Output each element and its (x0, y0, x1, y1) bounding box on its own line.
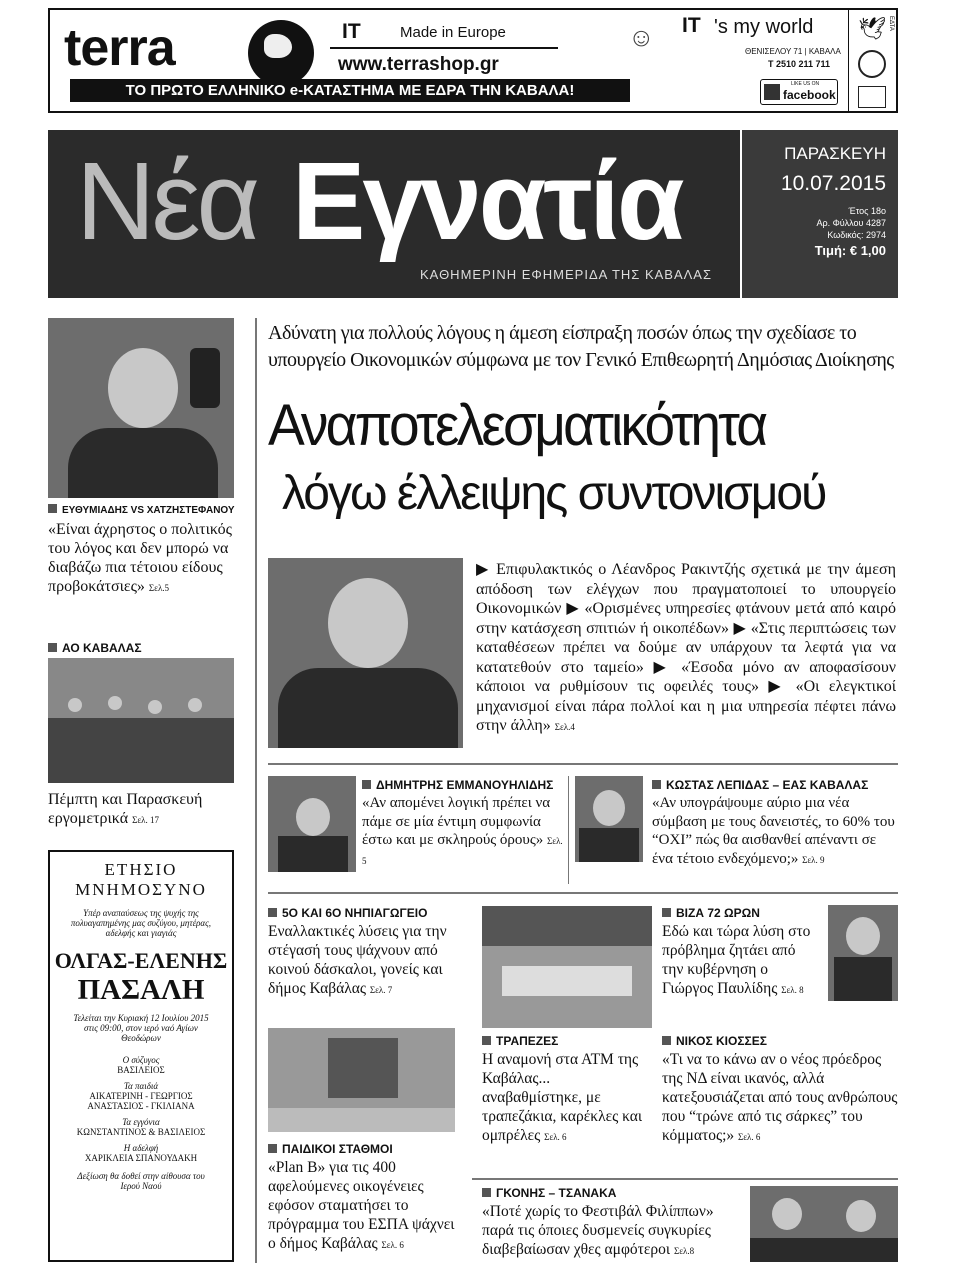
lead-point: «Οι ελεγκτικοί μηχανισμοί είναι πάρα πολλοί και η μια υπηρεσία πέφτει πάνω στην άλλη» (476, 678, 896, 734)
photo-atm-queue (482, 906, 652, 1028)
kicker-line-2: υπουργείο Οικονομικών σύμφωνα με τον Γενικό Επιθεωρητή Δημόσιας Διοίκησης (268, 349, 894, 371)
ad-phone: T 2510 211 711 (768, 59, 831, 69)
photo-emmanouilidis (268, 776, 356, 872)
lead-kicker (268, 320, 898, 374)
section-label: ΝΙΚΟΣ ΚΙΟΣΣΕΣ (662, 1034, 767, 1048)
memorial-intro: Υπέρ αναπαύσεως της ψυχής της πολυαγαπημένης μας συζύγου, μητέρας, αδελφής και γιαγιάς (70, 908, 212, 938)
bullet-icon: ▶ (733, 619, 747, 637)
photo-efthymiadis (48, 318, 234, 498)
it-label: IT (342, 20, 361, 43)
section-label: ΓΚΟΝΗΣ – ΤΣΑΝΑΚΑ (482, 1186, 616, 1200)
memorial-name-1: ΟΛΓΑΣ-ΕΛΕΝΗΣ (54, 948, 228, 973)
memorial-label: Η αδελφή (123, 1143, 159, 1153)
section-label: ΤΡΑΠΕΖΕΣ (482, 1034, 558, 1048)
it-label-2: IT (682, 14, 701, 37)
memorial-when: Τελείται την Κυριακή 12 Ιουλίου 2015 στις 09:00, στον ιερό ναό Αγίων Θεοδώρων (73, 1013, 209, 1043)
memorial-label: Ο σύζυγος (122, 1055, 160, 1065)
like-us: LIKE US ON (791, 81, 820, 87)
issue-number: Αρ. Φύλλου 4287 (816, 218, 886, 228)
its-my-world: 's my world (714, 16, 814, 38)
year-label: Έτος 18ο (848, 206, 886, 216)
bird-icon: 🕊 (858, 16, 886, 41)
bullet-icon: ▶ (768, 678, 787, 695)
story-text[interactable]: «Αν απομένει λογική πρέπει να πάμε σε μία έντιμη συμφωνία έστω και με σκληρούς όρους» Σελ. 5 (362, 795, 563, 866)
divider (268, 763, 898, 765)
divider (568, 776, 569, 884)
divider (330, 47, 558, 49)
divider (268, 892, 898, 894)
divider (472, 1178, 898, 1180)
section-label: ΒΙΖΑ 72 ΩΡΩΝ (662, 906, 760, 920)
section-label: ΚΩΣΤΑΣ ΛΕΠΙΔΑΣ – ΕΑΣ ΚΑΒΑΛΑΣ (652, 778, 868, 792)
story-text[interactable]: «Αν υπογράψουμε αύριο μια νέα σύμβαση με τους δανειστές, το 60% του “ΟΧΙ” πώς θα αισθανθεί απέναντι σε ένα τέτοιο ενδεχόμενο;» Σελ. 9 (652, 795, 895, 867)
epta-label: ΕΔΤΑ (888, 16, 894, 31)
lead-point: «Ορισμένες υπηρεσίες φτάνουν μετά από καιρό στην κατάσχεση σπιτιών ή οικοπέδων» (476, 600, 897, 637)
masthead-subtitle: ΚΑΘΗΜΕΡΙΝΗ ΕΦΗΜΕΡΙΔΑ ΤΗΣ ΚΑΒΑΛΑΣ (420, 267, 713, 282)
ad-address: ΘΕΝΙΣΕΛΟΥ 71 | ΚΑΒΑΛΑ (745, 47, 841, 56)
terrashop-url[interactable]: www.terrashop.gr (338, 54, 499, 75)
price-label: Τιμή: € 1,00 (814, 243, 886, 258)
photo-rakintzis (268, 558, 463, 748)
date-box (740, 130, 898, 298)
memorial-label: Τα εγγόνια (122, 1117, 160, 1127)
smiley-icon: ☺ (628, 22, 655, 52)
photo-kindergarten (268, 1028, 455, 1132)
memorial-family: ΑΝΑΣΤΑΣΙΟΣ - ΓΚΙΛΙΑΝΑ (87, 1101, 195, 1111)
kicker-line-1: Αδύνατη για πολλούς λόγους η άμεση είσπραξη ποσών όπως την σχεδίασε το (268, 322, 857, 344)
memorial-name-2: ΠΑΣΑΛΗ (77, 974, 205, 1006)
issue-code: Κωδικός: 2974 (827, 230, 886, 240)
seal-icon (858, 50, 886, 78)
section-label: ΠΑΙΔΙΚΟΙ ΣΤΑΘΜΟΙ (268, 1142, 393, 1156)
lead-point: «Στις περιπτώσεις των καταθέσεων πρέπει να δούμε αν υπάρχουν τα λεφτά για να κατατεθούν στο ταμείο» (476, 619, 896, 676)
quote-efthymiadis: «Είναι άχρηστος ο πολιτικός του λόγος και δεν μπορώ να διαβάζω πια τέτοιου είδους προβοκάτσιες» Σελ.5 (48, 521, 232, 595)
photo-lepidas (575, 776, 643, 862)
memorial-family: ΑΙΚΑΤΕΡΙΝΗ - ΓΕΩΡΓΙΟΣ (89, 1091, 193, 1101)
lead-point: Επιφυλακτικός ο Λέανδρος Ρακιντζής σχετικά με την άμεση απόδοση των ελέγχων που πραγματοποιεί το υπουργείο Οικονομικών (476, 561, 897, 617)
title-egnatia: Εγνατία (292, 140, 682, 263)
column-rule (255, 318, 257, 1263)
story-text[interactable]: «Ποτέ χωρίς το Φεστιβάλ Φιλίππων» παρά τις όποιες δυσμενείς συγκυρίες διαβεβαίωσαν χθες αμφότεροι Σελ.8 (482, 1203, 714, 1258)
section-label: ΔΗΜΗΤΡΗΣ ΕΜΜΑΝΟΥΗΛΙΔΗΣ (362, 778, 553, 792)
facebook-label: facebook (783, 88, 836, 102)
memorial-title-2: ΜΝΗΜΟΣΥΝΟ (75, 880, 207, 899)
masthead (48, 130, 898, 298)
lead-headline[interactable]: Αναποτελεσματικότητα (268, 393, 766, 458)
memorial-family: ΧΑΡΙΚΛΕΙΑ ΣΠΑΝΟΥΔΑΚΗ (84, 1153, 198, 1163)
memorial-notice (48, 850, 234, 1262)
section-ao-kavalas: ΑΟ ΚΑΒΑΛΑΣ (48, 641, 142, 655)
section-efthymiadis: ΕΥΘΥΜΙΑΔΗΣ VS ΧΑΤΖΗΣΤΕΦΑΝΟΥ (48, 504, 238, 516)
caption-team: Πέμπτη και Παρασκευή εργομετρικά Σελ. 17 (48, 791, 203, 827)
facebook-button[interactable] (760, 79, 838, 105)
qr-code-icon (764, 84, 780, 100)
story-text[interactable]: Η αναμονή στα ΑΤΜ της Καβάλας... αναβαθμίστηκε, με τραπεζάκια, καρέκλες και ομπρέλες Σελ. 6 (482, 1051, 643, 1144)
badge-icon (858, 86, 886, 108)
made-in-europe: Made in Europe (400, 24, 506, 41)
globe-icon (248, 20, 314, 86)
lead-headline-sub: λόγω έλλειψης συντονισμού (282, 467, 826, 520)
title-nea: Νέα (76, 140, 257, 263)
terra-logo: terra (64, 19, 175, 77)
memorial-label: Τα παιδιά (123, 1081, 159, 1091)
story-text[interactable]: «Τι να το κάνω αν ο νέος πρόεδρος της ΝΔ είναι ικανός, αλλά κατεξουσιάζεται από τους ανθρώπους που “τρώνε από τις σάρκες” του κόμματος;» Σελ. 6 (662, 1051, 898, 1144)
section-label: 5Ο ΚΑΙ 6Ο ΝΗΠΙΑΓΩΓΕΙΟ (268, 906, 427, 920)
photo-gkonis-tsanaka (750, 1186, 898, 1262)
divider (848, 10, 849, 111)
memorial-family: ΚΩΝΣΤΑΝΤΙΝΟΣ & ΒΑΣΙΛΕΙΟΣ (76, 1127, 206, 1137)
story-text[interactable]: Εναλλακτικές λύσεις για την στέγασή τους ψάχνουν από κοινού δάσκαλοι, γονείς και δήμος Καβάλας Σελ. 7 (268, 923, 447, 997)
bullet-icon: ▶ (653, 658, 672, 676)
memorial-note: Δεξίωση θα δοθεί στην αίθουσα του Ιερού Ναού (77, 1171, 205, 1191)
photo-team (48, 658, 234, 783)
memorial-family: ΒΑΣΙΛΕΙΟΣ (117, 1065, 165, 1075)
weekday: ΠΑΡΑΣΚΕΥΗ (784, 144, 886, 163)
memorial-title-1: ΕΤΗΣΙΟ (104, 860, 178, 879)
story-text[interactable]: Εδώ και τώρα λύση στο πρόβλημα ζητάει από την κυβέρνηση ο Γιώργος Παυλίδης Σελ. 8 (662, 923, 811, 997)
microphone-icon (190, 348, 220, 408)
bullet-icon: ▶ (566, 600, 580, 617)
page-ref: Σελ.4 (554, 722, 575, 732)
photo-pavlidis (828, 905, 898, 1001)
bullet-icon: ▶ (476, 561, 491, 578)
lead-point: «Έσοδα μόνο αν αποφασίσουν κάποιοι να ρυθμίσουν τις οφειλές τους» (476, 658, 896, 695)
ad-banner: ΤΟ ΠΡΩΤΟ ΕΛΛΗΝΙΚΟ e-ΚΑΤΑΣΤΗΜΑ ΜΕ ΕΔΡΑ ΤΗΝ ΚΑΒΑΛΑ! (70, 79, 630, 102)
issue-date: 10.07.2015 (780, 172, 886, 195)
story-text[interactable]: «Plan B» για τις 400 αφελούμενες οικογένειες εφόσον σταματήσει το πρόγραμμα του ΕΣΠΑ ψάχνει ο δήμος Καβάλας Σελ. 6 (268, 1159, 455, 1252)
lead-body (476, 560, 896, 738)
